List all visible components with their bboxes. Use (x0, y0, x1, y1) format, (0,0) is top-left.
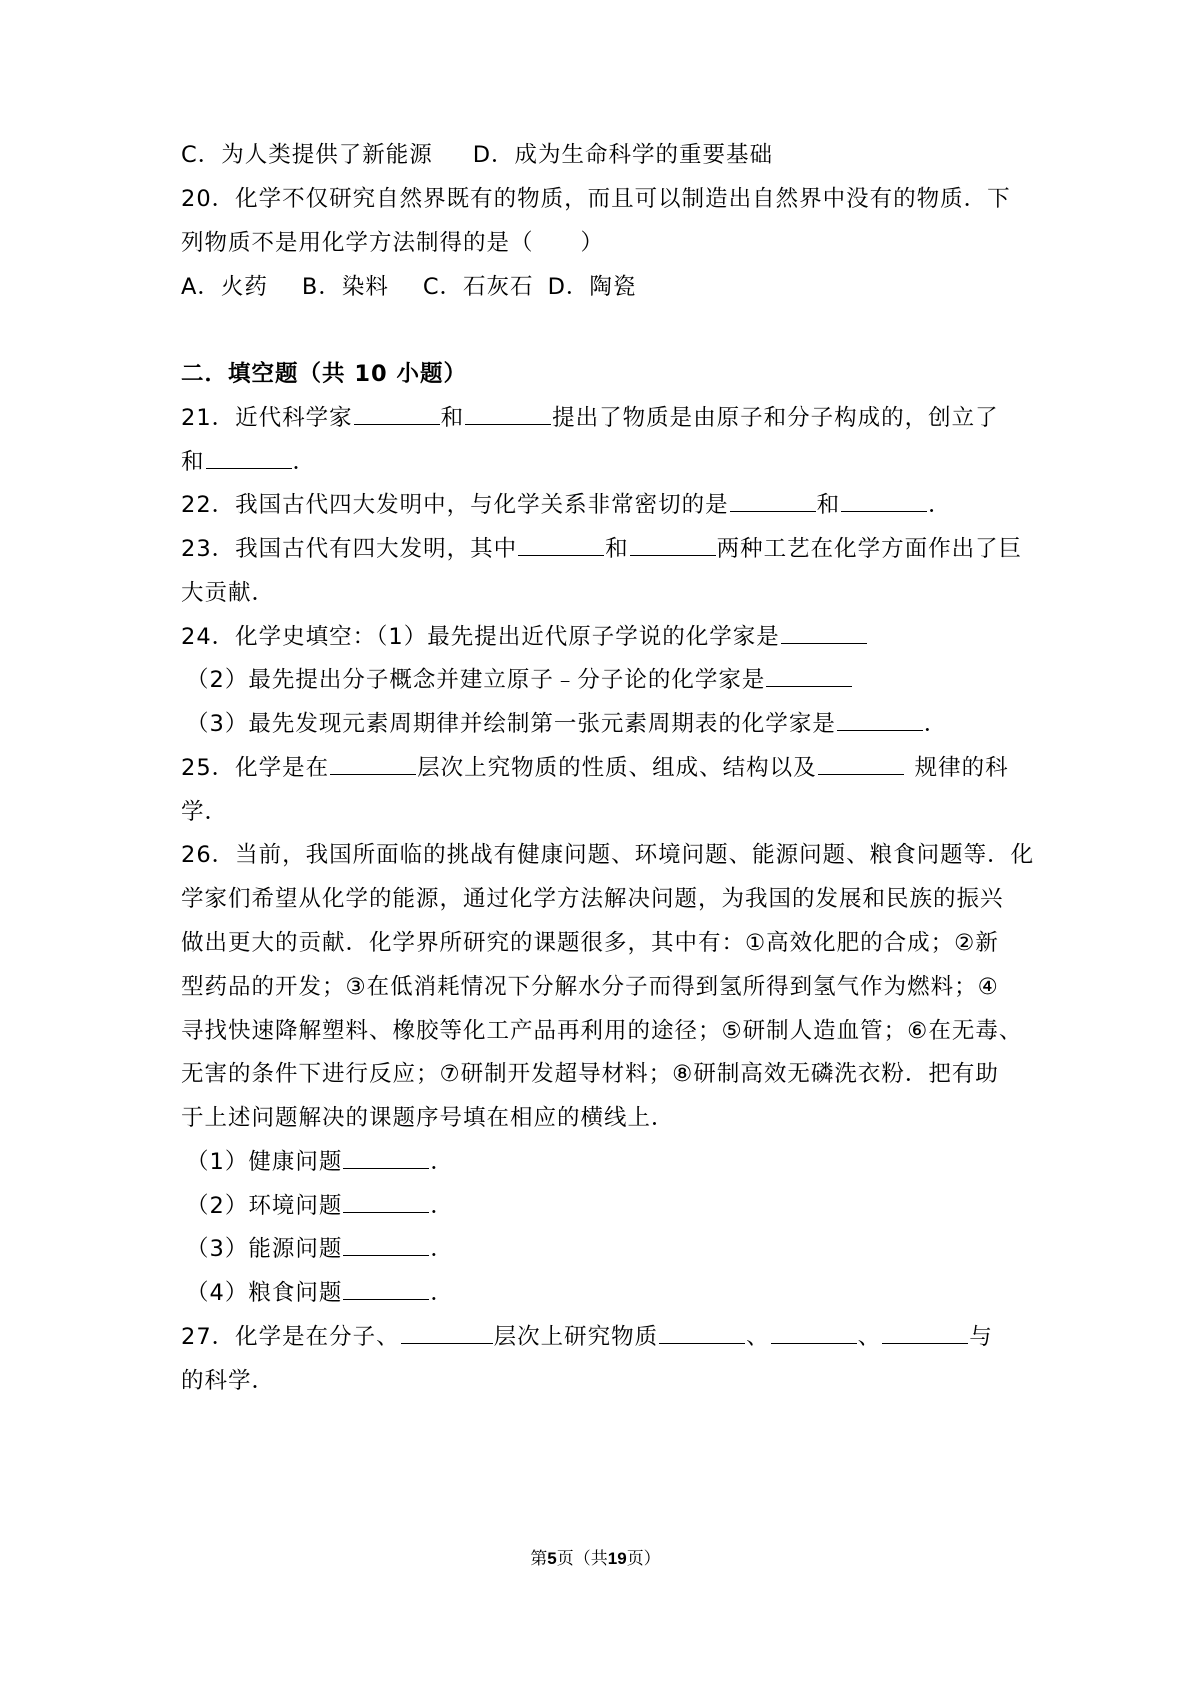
section-title: 二．填空题（共 10 小题） (181, 361, 467, 387)
blank[interactable] (771, 1322, 857, 1344)
blank[interactable] (343, 1147, 429, 1169)
q19-options-cd (181, 140, 773, 170)
q24-line-3: （3）最先发现元素周期律并绘制第一张元素周期表的化学家是 ． (186, 711, 948, 737)
q26-sub-2: （2）环境问题 ． (186, 1193, 454, 1219)
q23-line-1: 23．我国古代有四大发明，其中 和 两种工艺在化学方面作出了巨 (181, 536, 1023, 562)
blank[interactable] (630, 534, 716, 556)
blank[interactable] (343, 1278, 429, 1300)
q26-line-6: 无害的条件下进行反应；⑦研制开发超导材料；⑧研制高效无磷洗衣粉．把有助 (181, 1061, 999, 1087)
q26-line-4: 型药品的开发；③在低消耗情况下分解水分子而得到氢所得到氢气作为燃料；④ (181, 974, 999, 1000)
q26-sub-3: （3）能源问题 ． (186, 1236, 454, 1262)
blank[interactable] (882, 1322, 968, 1344)
blank[interactable] (343, 1191, 429, 1213)
q20-line-2: 列物质不是用化学方法制得的是（ ） (181, 230, 605, 256)
q22-line: 22．我国古代四大发明中，与化学关系非常密切的是 和 ． (181, 492, 952, 518)
q26-sub-4: （4）粮食问题 ． (186, 1280, 454, 1306)
blank[interactable] (465, 403, 551, 425)
blank[interactable] (818, 753, 904, 775)
q20-line-1: 20．化学不仅研究自然界既有的物质，而且可以制造出自然界中没有的物质．下 (181, 186, 1011, 212)
q24-line-1: 24．化学史填空：（1）最先提出近代原子学说的化学家是 (181, 622, 868, 652)
q19-option-d: D．成为生命科学的重要基础 (472, 142, 774, 168)
q26-line-7: 于上述问题解决的课题序号填在相应的横线上． (181, 1105, 675, 1131)
blank[interactable] (330, 753, 416, 775)
q26-line-5: 寻找快速降解塑料、橡胶等化工产品再利用的途径；⑤研制人造血管；⑥在无毒、 (181, 1018, 1023, 1044)
q23-line-2: 大贡献． (181, 580, 276, 606)
q26-line-1: 26．当前，我国所面临的挑战有健康问题、环境问题、能源问题、粮食问题等．化 (181, 842, 1035, 868)
q20-option-d: D．陶瓷 (547, 274, 637, 300)
blank[interactable] (343, 1234, 429, 1256)
q20-options (181, 272, 636, 302)
q21-line-1: 21．近代科学家 和 提出了物质是由原子和分子构成的，创立了 (181, 405, 999, 431)
blank[interactable] (518, 534, 604, 556)
page-footer: 第5页（共19页） (530, 1549, 661, 1569)
blank[interactable] (354, 403, 440, 425)
q26-line-2: 学家们希望从化学的能源，通过化学方法解决问题，为我国的发展和民族的振兴 (181, 886, 1004, 912)
q24-line-2: （2）最先提出分子概念并建立原子﹣分子论的化学家是 (186, 665, 853, 695)
q25-line-1: 25．化学是在 层次上究物质的性质、组成、结构以及 规律的科 (181, 755, 1009, 781)
q20-option-c: C．石灰石 (422, 274, 534, 300)
q20-option-b: B．染料 (301, 274, 389, 300)
blank[interactable] (781, 622, 867, 644)
q20-option-a: A．火药 (181, 274, 268, 300)
q26-sub-1: （1）健康问题 ． (186, 1149, 454, 1175)
blank[interactable] (841, 490, 927, 512)
q27-line-2: 的科学． (181, 1368, 276, 1394)
page-total: 19 (607, 1549, 627, 1568)
page-number: 5 (547, 1549, 557, 1568)
q25-line-2: 学． (181, 799, 229, 825)
q26-line-3: 做出更大的贡献．化学界所研究的课题很多，其中有：①高效化肥的合成；②新 (181, 930, 999, 956)
blank[interactable] (837, 709, 923, 731)
q27-line-1: 27．化学是在分子、 层次上研究物质 、 、 与 (181, 1324, 993, 1350)
blank[interactable] (730, 490, 816, 512)
q21-line-2: 和 ． (181, 449, 317, 475)
q19-option-c: C．为人类提供了新能源 (181, 142, 433, 168)
blank[interactable] (766, 665, 852, 687)
blank[interactable] (206, 447, 292, 469)
blank[interactable] (401, 1322, 493, 1344)
blank[interactable] (659, 1322, 745, 1344)
